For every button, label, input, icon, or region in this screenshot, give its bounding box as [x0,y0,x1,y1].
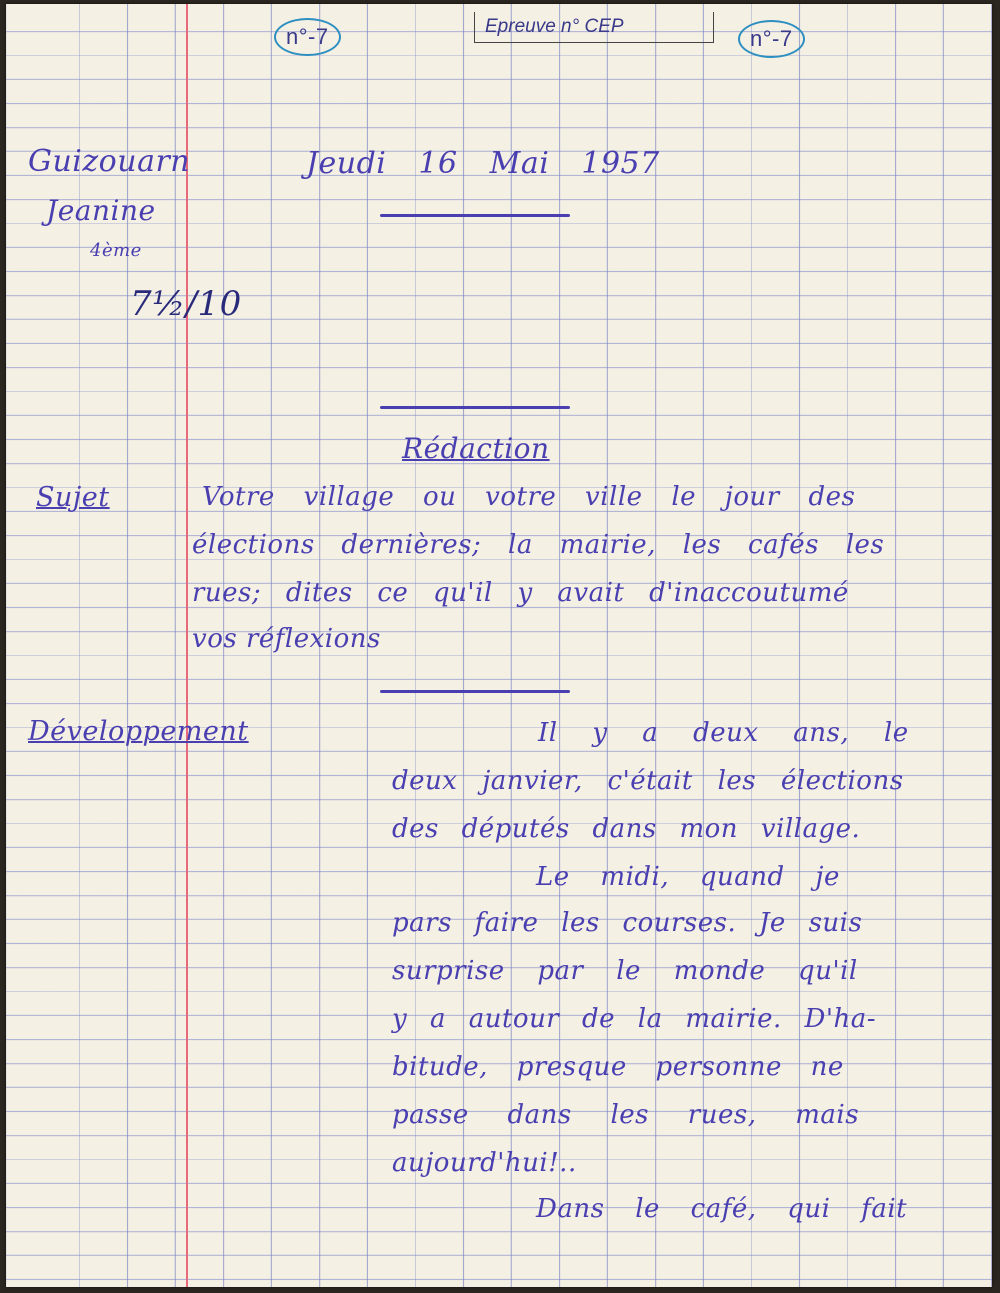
number-circle-left: n°-7 [274,18,341,56]
dev-line: Le midi, quand je [536,862,840,892]
developpement-label: Développement [28,716,249,747]
dev-line: Dans le café, qui fait [536,1194,908,1224]
student-class: 4ème [90,240,142,261]
sujet-line: rues; dites ce qu'il y avait d'inaccoutumé [192,578,849,608]
sujet-line: élections dernières; la mairie, les cafés les [192,530,885,560]
margin-line [186,4,188,1287]
dev-line: des députés dans mon village. [392,814,861,844]
dev-line: bitude, presque personne ne [392,1052,844,1082]
date: Jeudi 16 Mai 1957 [306,146,660,181]
student-surname: Guizouarn [28,144,191,179]
dev-line: y a autour de la mairie. D'ha- [392,1004,877,1034]
dev-line: pars faire les courses. Je suis [392,908,863,938]
student-firstname: Jeanine [46,194,156,227]
epreuve-box: Epreuve n° CEP [474,12,714,43]
dev-line: surprise par le monde qu'il [392,956,858,986]
title: Rédaction [402,432,550,465]
dev-line: Il y a deux ans, le [538,718,909,748]
sujet-line: Votre village ou votre ville le jour des [202,482,856,512]
rule-2 [380,406,570,409]
sujet-label: Sujet [36,482,110,513]
rule-3 [380,690,570,693]
grade: 7½/10 [130,284,242,324]
dev-line: passe dans les rues, mais [392,1100,860,1130]
dev-line: deux janvier, c'était les élections [392,766,904,796]
notebook-page [6,4,992,1287]
number-circle-right: n°-7 [738,20,805,58]
rule-1 [380,214,570,217]
sujet-line: vos réflexions [192,624,381,654]
dev-line: aujourd'hui!.. [392,1148,577,1178]
